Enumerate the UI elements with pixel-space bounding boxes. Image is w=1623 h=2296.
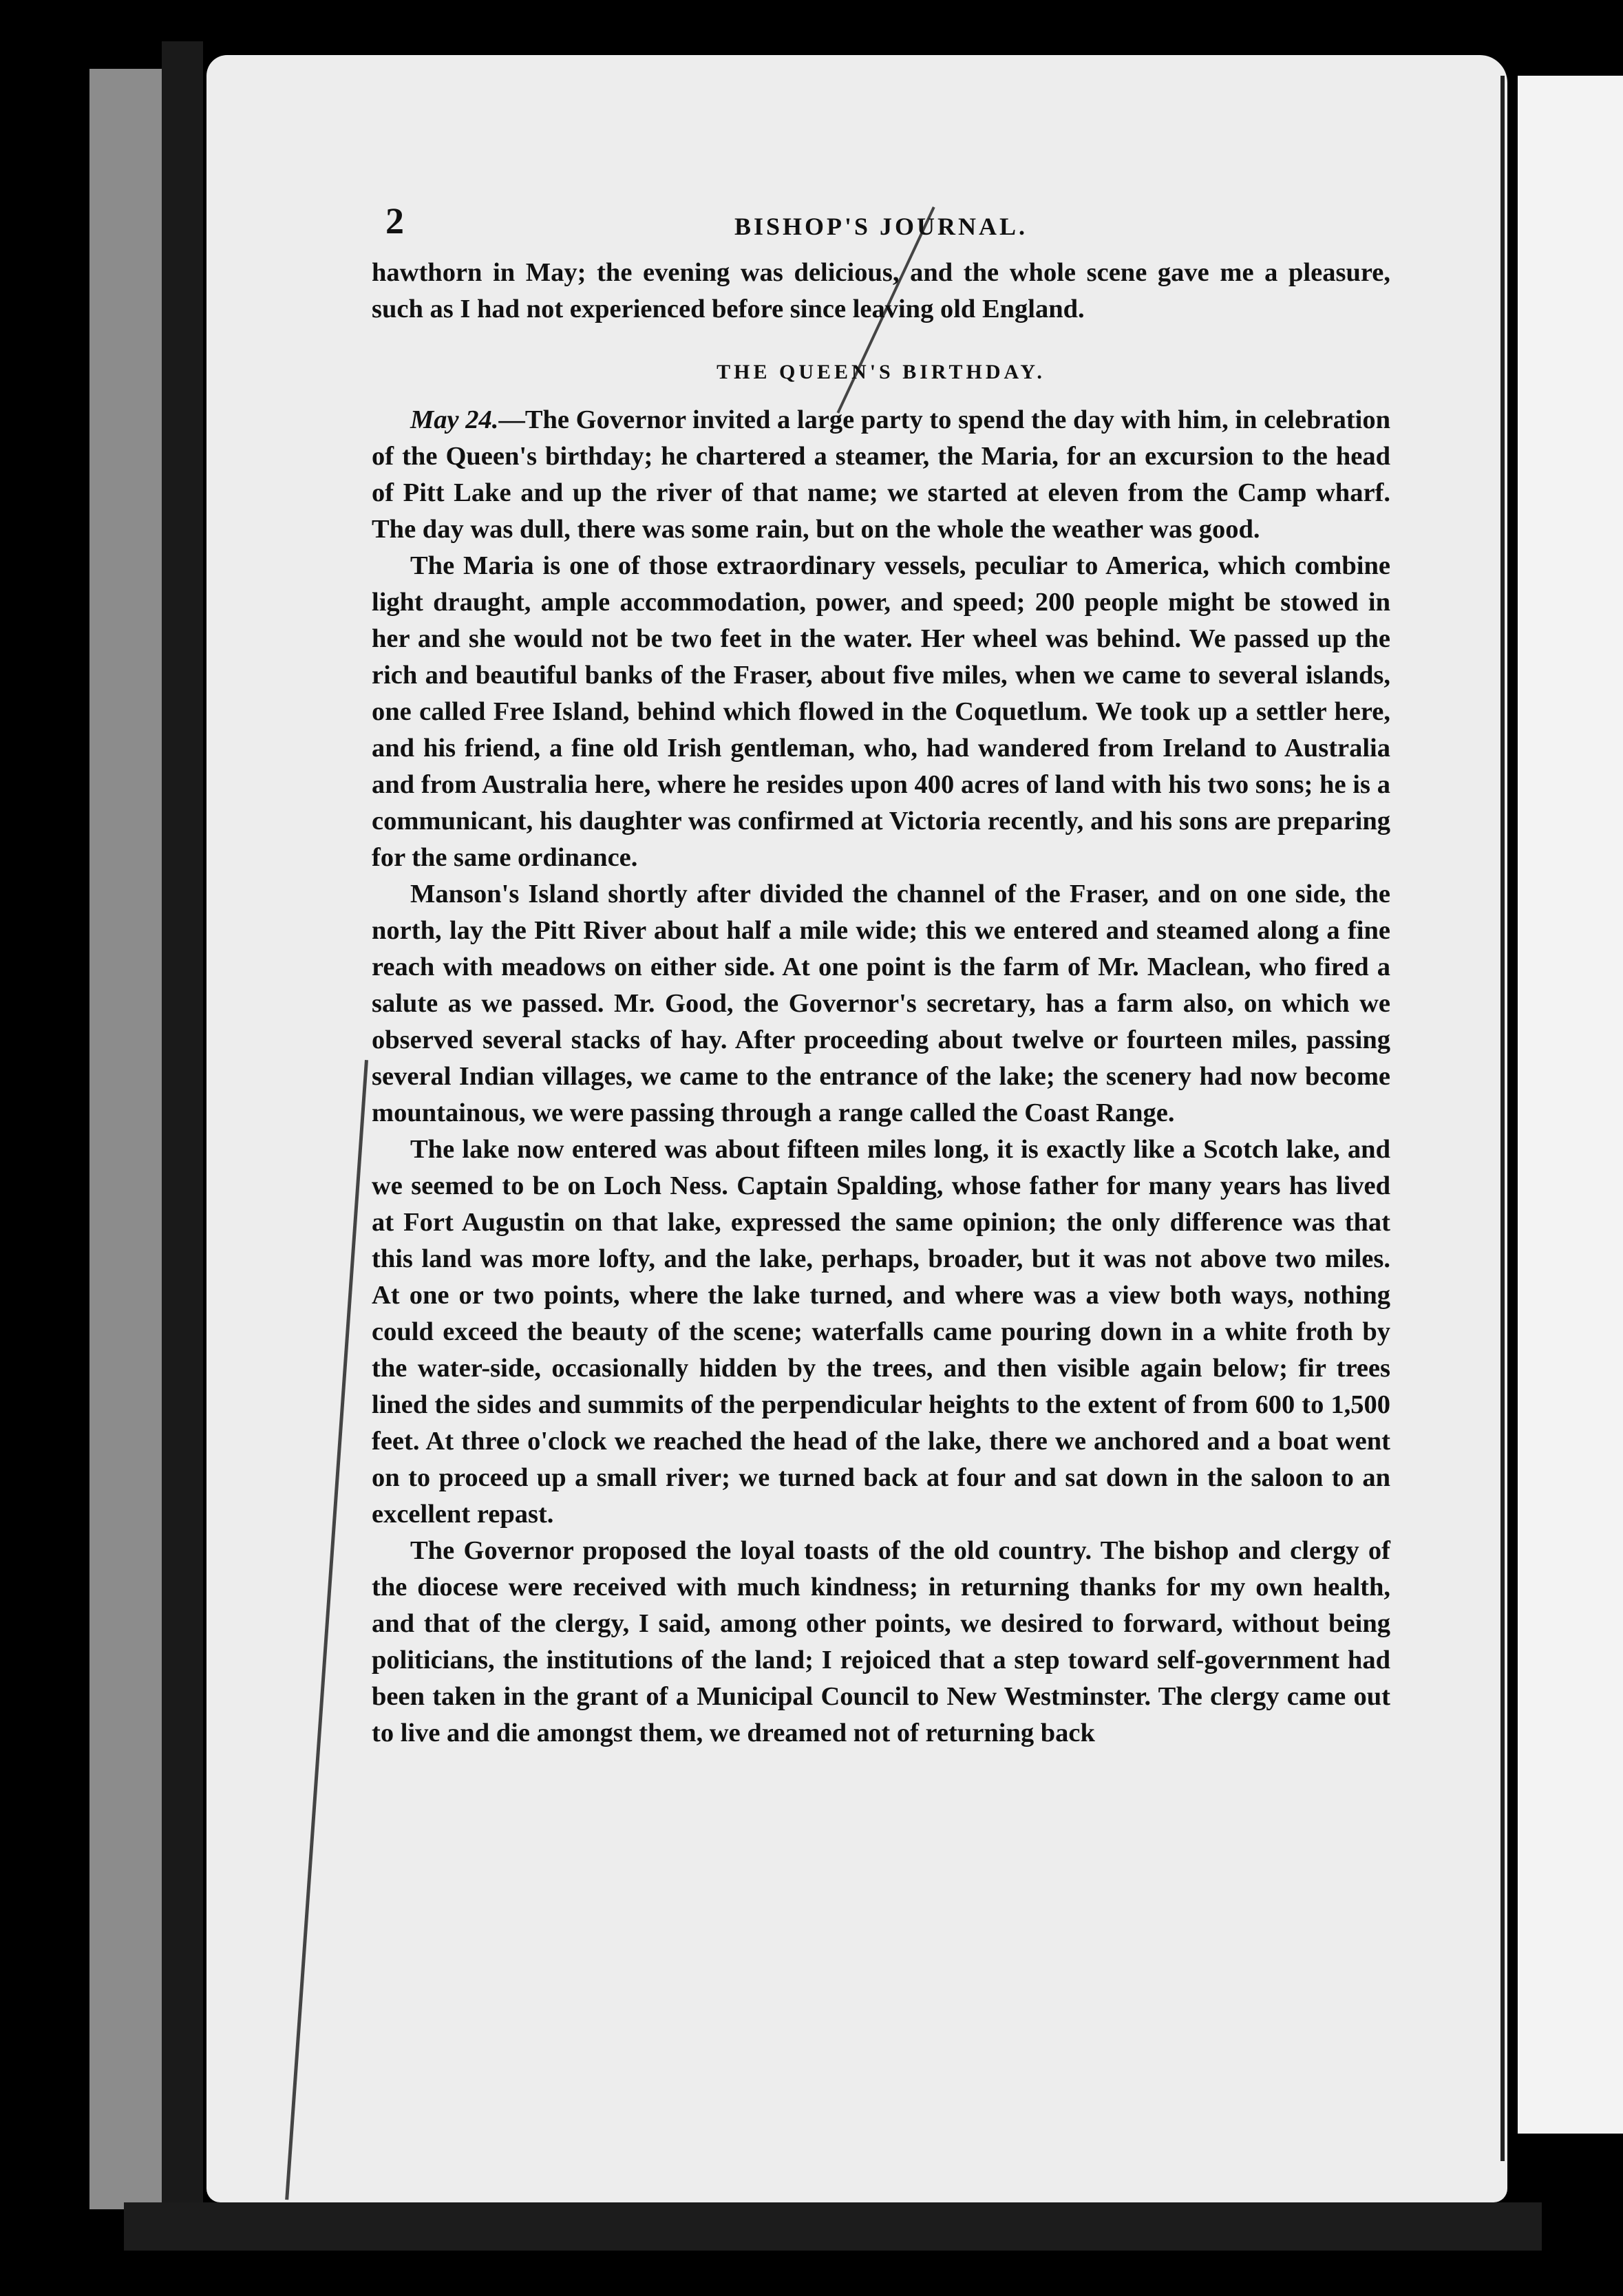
journal-title: BISHOP'S JOURNAL.	[734, 213, 1028, 240]
paragraph-manson-island: Manson's Island shortly after divided the channel of the Fraser, and on one side, the north, lay the Pitt River about half a mile wide; this we entered and steamed along a fine reach with meadows on either side. At one point is the farm of Mr. Maclean, who fired a salute as we passed. Mr. Good, the Governor's secretary, has a farm also, on which we observed several stacks of hay. After proceeding about twelve or fourteen miles, passing several Indian villages, we came to the entrance of the lake; the scenery had now become mountainous, we were passing through a range called the Coast Range.	[372, 880, 1390, 1127]
paragraph-toasts: The Governor proposed the loyal toasts of the old country. The bishop and clergy of the diocese were received with much kindness; in returning thanks for my own health, and that of the clergy, I said, among other points, we desired to forward, without being politicians, the institutions of the land; I rejoiced that a step toward self-government had been taken in the grant of a Municipal Council to New Westminster. The clergy came out to live and die amongst them, we dreamed not of returning back	[372, 1536, 1390, 1747]
paragraph-may-24	[372, 402, 1390, 548]
next-page-edge	[1518, 76, 1623, 2134]
bottom-shadow	[124, 2202, 1542, 2251]
paragraph-continued: hawthorn in May; the evening was delicious, and the whole scene gave me a pleasure, such as I had not experienced before since leaving old England.	[372, 258, 1390, 323]
paragraph-maria: The Maria is one of those extraordinary vessels, peculiar to America, which combine light draught, ample accommodation, power, and speed; 200 people might be stowed in her and she would not be two feet in the water. Her wheel was behind. We passed up the rich and beautiful banks of the Fraser, about five miles, when we came to several islands, one called Free Island, behind which flowed in the Coquetlum. We took up a settler here, and his friend, a fine old Irish gentleman, who, had wandered from Ireland to Australia and from Australia here, where he resides upon 400 acres of land with his two sons; he is a communicant, his daughter was confirmed at Victoria recently, and his sons are preparing for the same ordinance.	[372, 551, 1390, 872]
page-fold	[1500, 76, 1505, 2161]
page-content	[372, 200, 1390, 1752]
entry-date: May 24.	[410, 405, 499, 434]
section-heading: THE QUEEN'S BIRTHDAY.	[717, 361, 1046, 383]
running-header	[372, 200, 1390, 255]
paragraph-lake: The lake now entered was about fifteen miles long, it is exactly like a Scotch lake, and we seemed to be on Loch Ness. Captain Spalding, whose father for many years has lived at Fort Augustin on that lake, expressed the same opinion; the only difference was that this land was more lofty, and the lake, perhaps, broader, but it was not above two miles. At one or two points, where the lake turned, and where was a view both ways, nothing could exceed the beauty of the scene; waterfalls came pouring down in a white froth by the water-side, occasionally hidden by the trees, and then visible again below; fir trees lined the sides and summits of the perpendicular heights to the extent of from 600 to 1,500 feet. At three o'clock we reached the head of the lake, there we anchored and a boat went on to proceed up a small river; we turned back at four and sat down in the saloon to an excellent repast.	[372, 1135, 1390, 1529]
page-number: 2	[385, 200, 404, 242]
binding-shadow	[162, 41, 203, 2216]
entry-text: —The Governor invited a large party to spend the day with him, in celebration of the Queen's birthday; he chartered a steamer, the Maria, for an excursion to the head of Pitt Lake and up the river of that name; we started at eleven from the Camp wharf. The day was dull, there was some rain, but on the whole the weather was good.	[372, 405, 1390, 544]
